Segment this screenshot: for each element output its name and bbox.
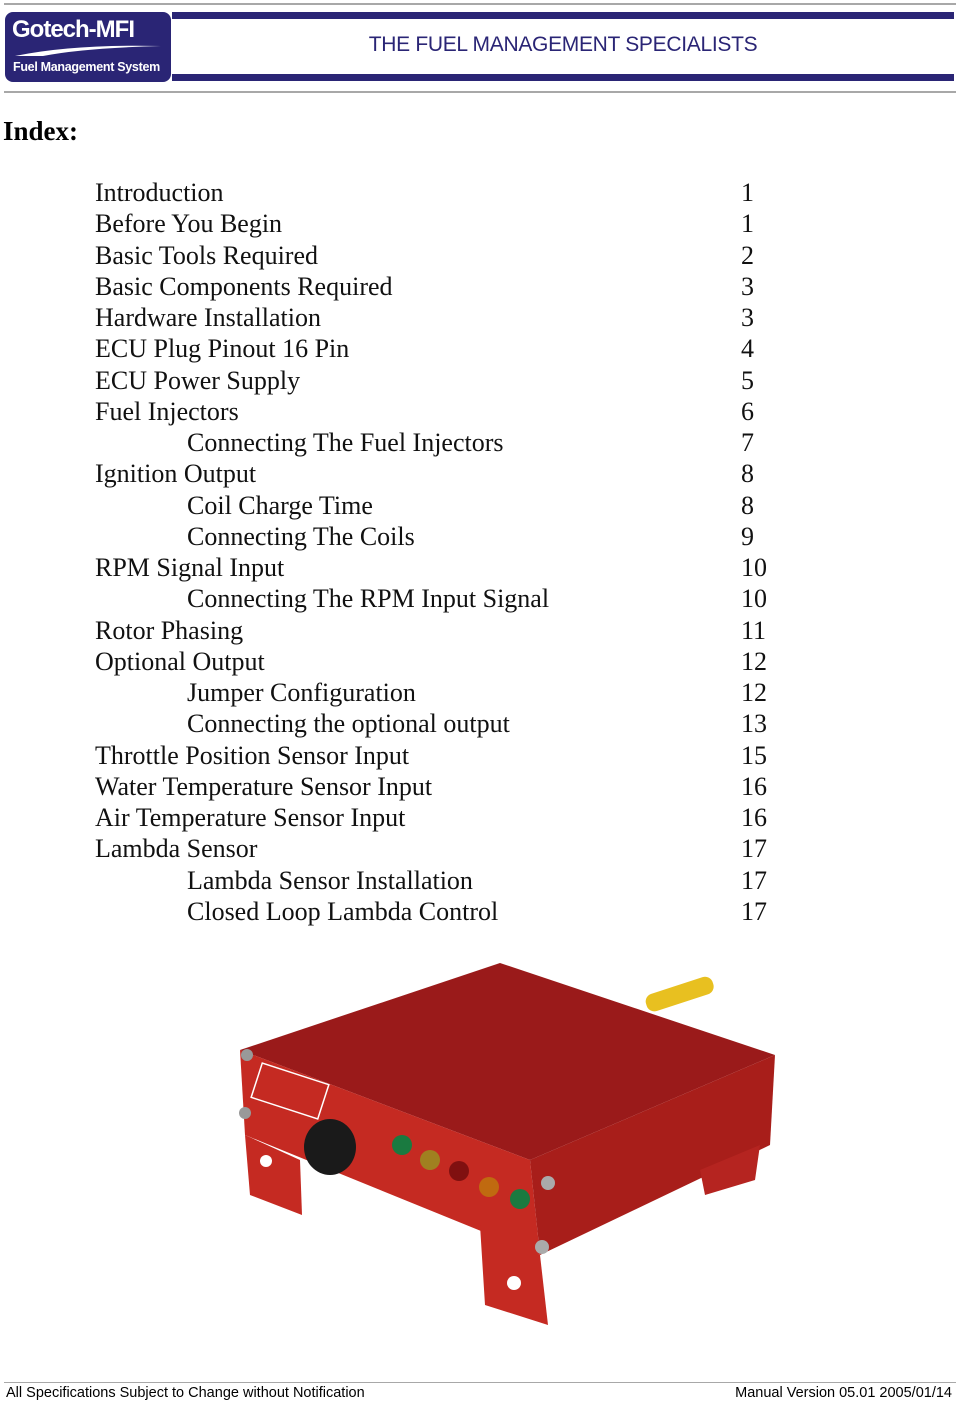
toc-page-number: 9 (741, 521, 754, 551)
toc-label: Introduction (95, 178, 224, 207)
toc-page-number: 8 (741, 490, 754, 520)
toc-label: Basic Components Required (95, 271, 393, 301)
logo-swoosh-icon (13, 42, 163, 58)
toc-label: Connecting the optional output (187, 709, 510, 739)
toc-entry (0, 709, 960, 740)
toc-page-number: 6 (741, 396, 754, 426)
footer-disclaimer: All Specifications Subject to Change without Notification (6, 1385, 365, 1401)
toc-label: Connecting The Coils (187, 521, 415, 551)
header-slogan: THE FUEL MANAGEMENT SPECIALISTS (368, 33, 758, 56)
toc-page-number: 4 (741, 334, 754, 364)
toc-entry (0, 491, 960, 522)
toc-page-number: 10 (741, 553, 767, 582)
toc-page-number: 1 (741, 209, 754, 239)
footer-divider (4, 1382, 956, 1383)
toc-page-number: 11 (741, 615, 767, 645)
toc-label: Lambda Sensor (95, 834, 258, 864)
toc-label: Hardware Installation (95, 303, 321, 332)
toc-page-number: 12 (741, 646, 767, 676)
toc-label: Jumper Configuration (187, 678, 416, 707)
toc-page-number: 3 (741, 303, 754, 332)
toc-page-number: 16 (741, 771, 767, 801)
toc-entry (0, 803, 960, 834)
toc-page-number: 7 (741, 428, 754, 457)
toc-page-number: 16 (741, 803, 767, 832)
toc-entry (0, 678, 960, 709)
ecu-device-photo (230, 955, 790, 1335)
toc-label: Ignition Output (95, 459, 257, 489)
toc-page-number: 15 (741, 740, 767, 770)
toc-page-number: 3 (741, 271, 754, 301)
toc-label: Connecting The Fuel Injectors (187, 428, 504, 457)
toc-page-number: 17 (741, 834, 767, 864)
toc-entry (0, 897, 960, 928)
toc-label: ECU Power Supply (95, 365, 301, 395)
toc-entry (0, 459, 960, 490)
toc-label: Air Temperature Sensor Input (95, 803, 406, 832)
index-title: Index: (3, 116, 79, 146)
toc-entry (0, 178, 960, 209)
toc-page-number: 2 (741, 240, 754, 270)
logo-subtitle: Fuel Management System (13, 60, 160, 74)
header-divider (4, 91, 956, 93)
toc-entry (0, 866, 960, 897)
toc-label: ECU Plug Pinout 16 Pin (95, 334, 350, 364)
header-band-top (172, 12, 954, 19)
toc-entry (0, 334, 960, 365)
top-divider (4, 3, 956, 5)
toc-entry (0, 553, 960, 584)
toc-entry (0, 741, 960, 772)
toc-label: Rotor Phasing (95, 615, 244, 645)
toc-page-number: 17 (741, 896, 767, 926)
toc-entry (0, 616, 960, 647)
toc-label: Fuel Injectors (95, 396, 239, 426)
gotech-logo (5, 12, 171, 82)
toc-label: Optional Output (95, 646, 265, 676)
toc-label: Throttle Position Sensor Input (95, 740, 410, 770)
toc-entry (0, 647, 960, 678)
toc-page-number: 17 (741, 865, 767, 895)
toc-page-number: 8 (741, 459, 754, 489)
toc-entry (0, 397, 960, 428)
toc-page-number: 10 (741, 584, 767, 614)
toc-entry (0, 241, 960, 272)
toc-page-number: 5 (741, 365, 754, 395)
toc-page-number: 13 (741, 709, 767, 739)
toc-label: RPM Signal Input (95, 553, 285, 582)
toc-label: Basic Tools Required (95, 240, 319, 270)
toc-entry (0, 272, 960, 303)
toc-label: Closed Loop Lambda Control (187, 896, 499, 926)
toc-entry (0, 834, 960, 865)
toc-entry (0, 366, 960, 397)
footer-version: Manual Version 05.01 2005/01/14 (735, 1385, 952, 1401)
toc-label: Water Temperature Sensor Input (95, 771, 433, 801)
toc-entry (0, 303, 960, 334)
toc-entry (0, 522, 960, 553)
toc-entry (0, 772, 960, 803)
logo-text: Gotech-MFI (12, 16, 134, 43)
toc-label: Connecting The RPM Input Signal (187, 584, 550, 614)
toc-page-number: 12 (741, 678, 767, 707)
toc-entry (0, 584, 960, 615)
toc-label: Coil Charge Time (187, 490, 373, 520)
toc-page-number: 1 (741, 178, 754, 207)
toc-label: Before You Begin (95, 209, 283, 239)
toc-entry (0, 428, 960, 459)
header-band-bottom (172, 74, 954, 81)
toc-entry (0, 209, 960, 240)
toc-label: Lambda Sensor Installation (187, 865, 473, 895)
